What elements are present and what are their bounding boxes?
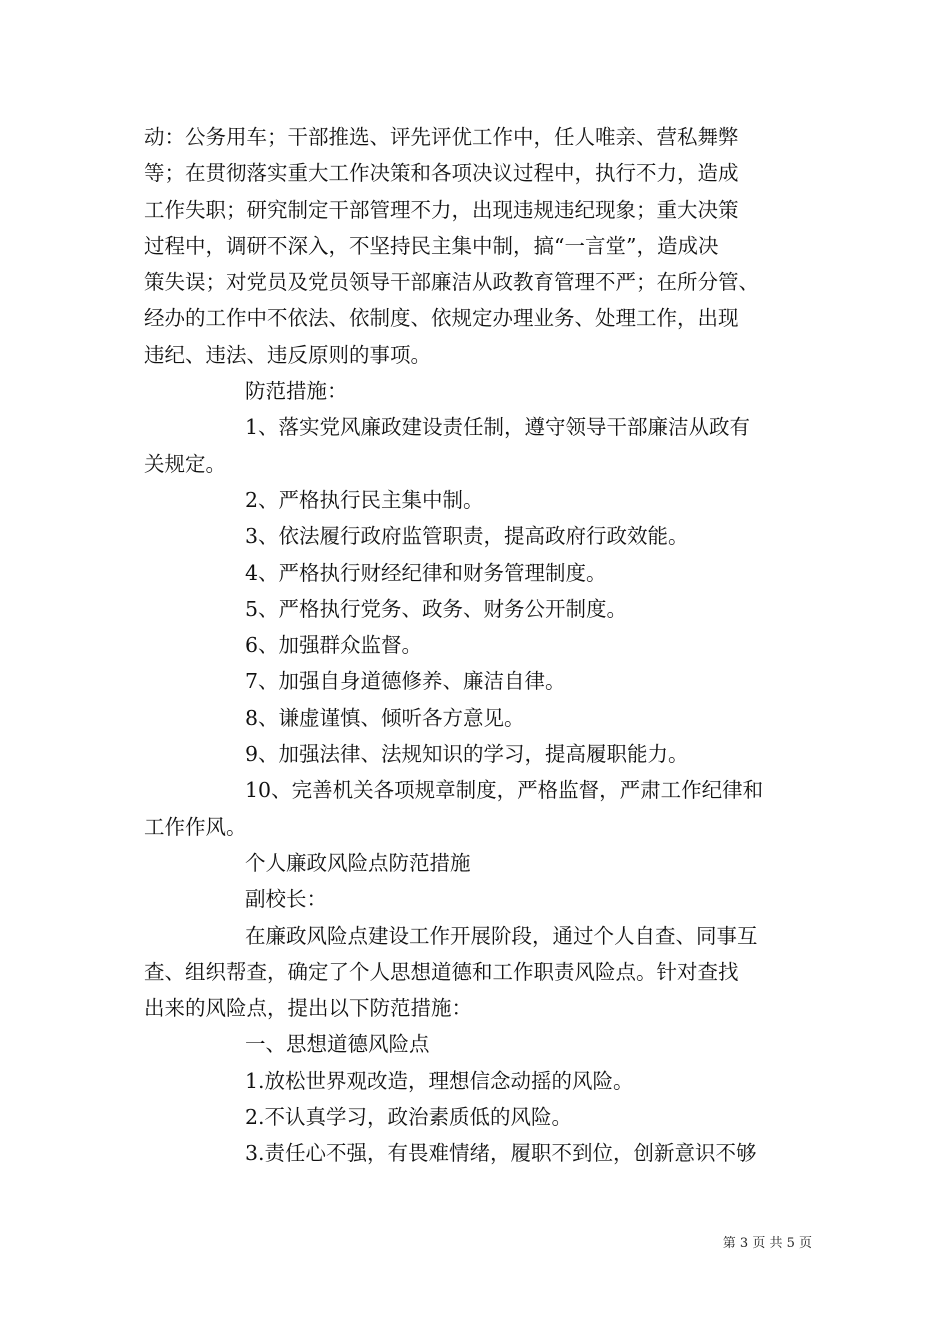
list-item: 9、加强法律、法规知识的学习，提高履职能力。 xyxy=(245,742,689,767)
list-item: 4、严格执行财经纪律和财务管理制度。 xyxy=(245,560,607,585)
paragraph-line: 出来的风险点，提出以下防范措施： xyxy=(144,996,472,1021)
list-item: 2、严格执行民主集中制。 xyxy=(245,487,484,512)
section-heading: 一、思想道德风险点 xyxy=(245,1032,430,1057)
list-item: 6、加强群众监督。 xyxy=(245,633,423,658)
paragraph-line: 动：公务用车；干部推选、评先评优工作中，任人唯亲、营私舞弊 xyxy=(144,125,739,149)
section-heading: 防范措施： xyxy=(245,379,348,404)
list-item-continuation: 工作作风。 xyxy=(144,814,247,839)
paragraph-line: 查、组织帮查，确定了个人思想道德和工作职责风险点。针对查找 xyxy=(144,959,739,984)
page-number-footer: 第 3 页 共 5 页 xyxy=(722,1236,812,1251)
list-item: 3.责任心不强，有畏难情绪，履职不到位，创新意识不够 xyxy=(245,1141,757,1166)
paragraph-line: 策失误；对党员及党员领导干部廉洁从政教育管理不严；在所分管、 xyxy=(144,270,759,295)
list-item-continuation: 关规定。 xyxy=(144,451,226,476)
list-item: 1、落实党风廉政建设责任制，遵守领导干部廉洁从政有 xyxy=(245,415,751,440)
paragraph-line: 工作失职；研究制定干部管理不力，出现违规违纪现象；重大决策 xyxy=(144,197,739,222)
list-item: 3、依法履行政府监管职责，提高政府行政效能。 xyxy=(245,524,689,549)
list-item: 5、严格执行党务、政务、财务公开制度。 xyxy=(245,596,628,621)
role-heading: 副校长： xyxy=(245,887,327,912)
document-body xyxy=(144,119,812,1172)
list-item: 1.放松世界观改造，理想信念动摇的风险。 xyxy=(245,1068,634,1093)
list-item: 2.不认真学习，政治素质低的风险。 xyxy=(245,1105,573,1130)
list-item: 10、完善机关各项规章制度，严格监督，严肃工作纪律和 xyxy=(245,778,764,803)
list-item: 7、加强自身道德修养、廉洁自律。 xyxy=(245,669,566,694)
paragraph-line: 过程中，调研不深入，不坚持民主集中制，搞“一言堂”，造成决 xyxy=(144,233,719,258)
paragraph-line: 等；在贯彻落实重大工作决策和各项决议过程中，执行不力，造成 xyxy=(144,161,739,186)
paragraph-line: 在廉政风险点建设工作开展阶段，通过个人自查、同事互 xyxy=(245,923,758,948)
paragraph-line: 违纪、违法、违反原则的事项。 xyxy=(144,342,431,367)
list-item: 8、谦虚谨慎、倾听各方意见。 xyxy=(245,705,525,730)
paragraph-line: 经办的工作中不依法、依制度、依规定办理业务、处理工作，出现 xyxy=(144,306,739,331)
document-title: 个人廉政风险点防范措施 xyxy=(245,850,471,875)
